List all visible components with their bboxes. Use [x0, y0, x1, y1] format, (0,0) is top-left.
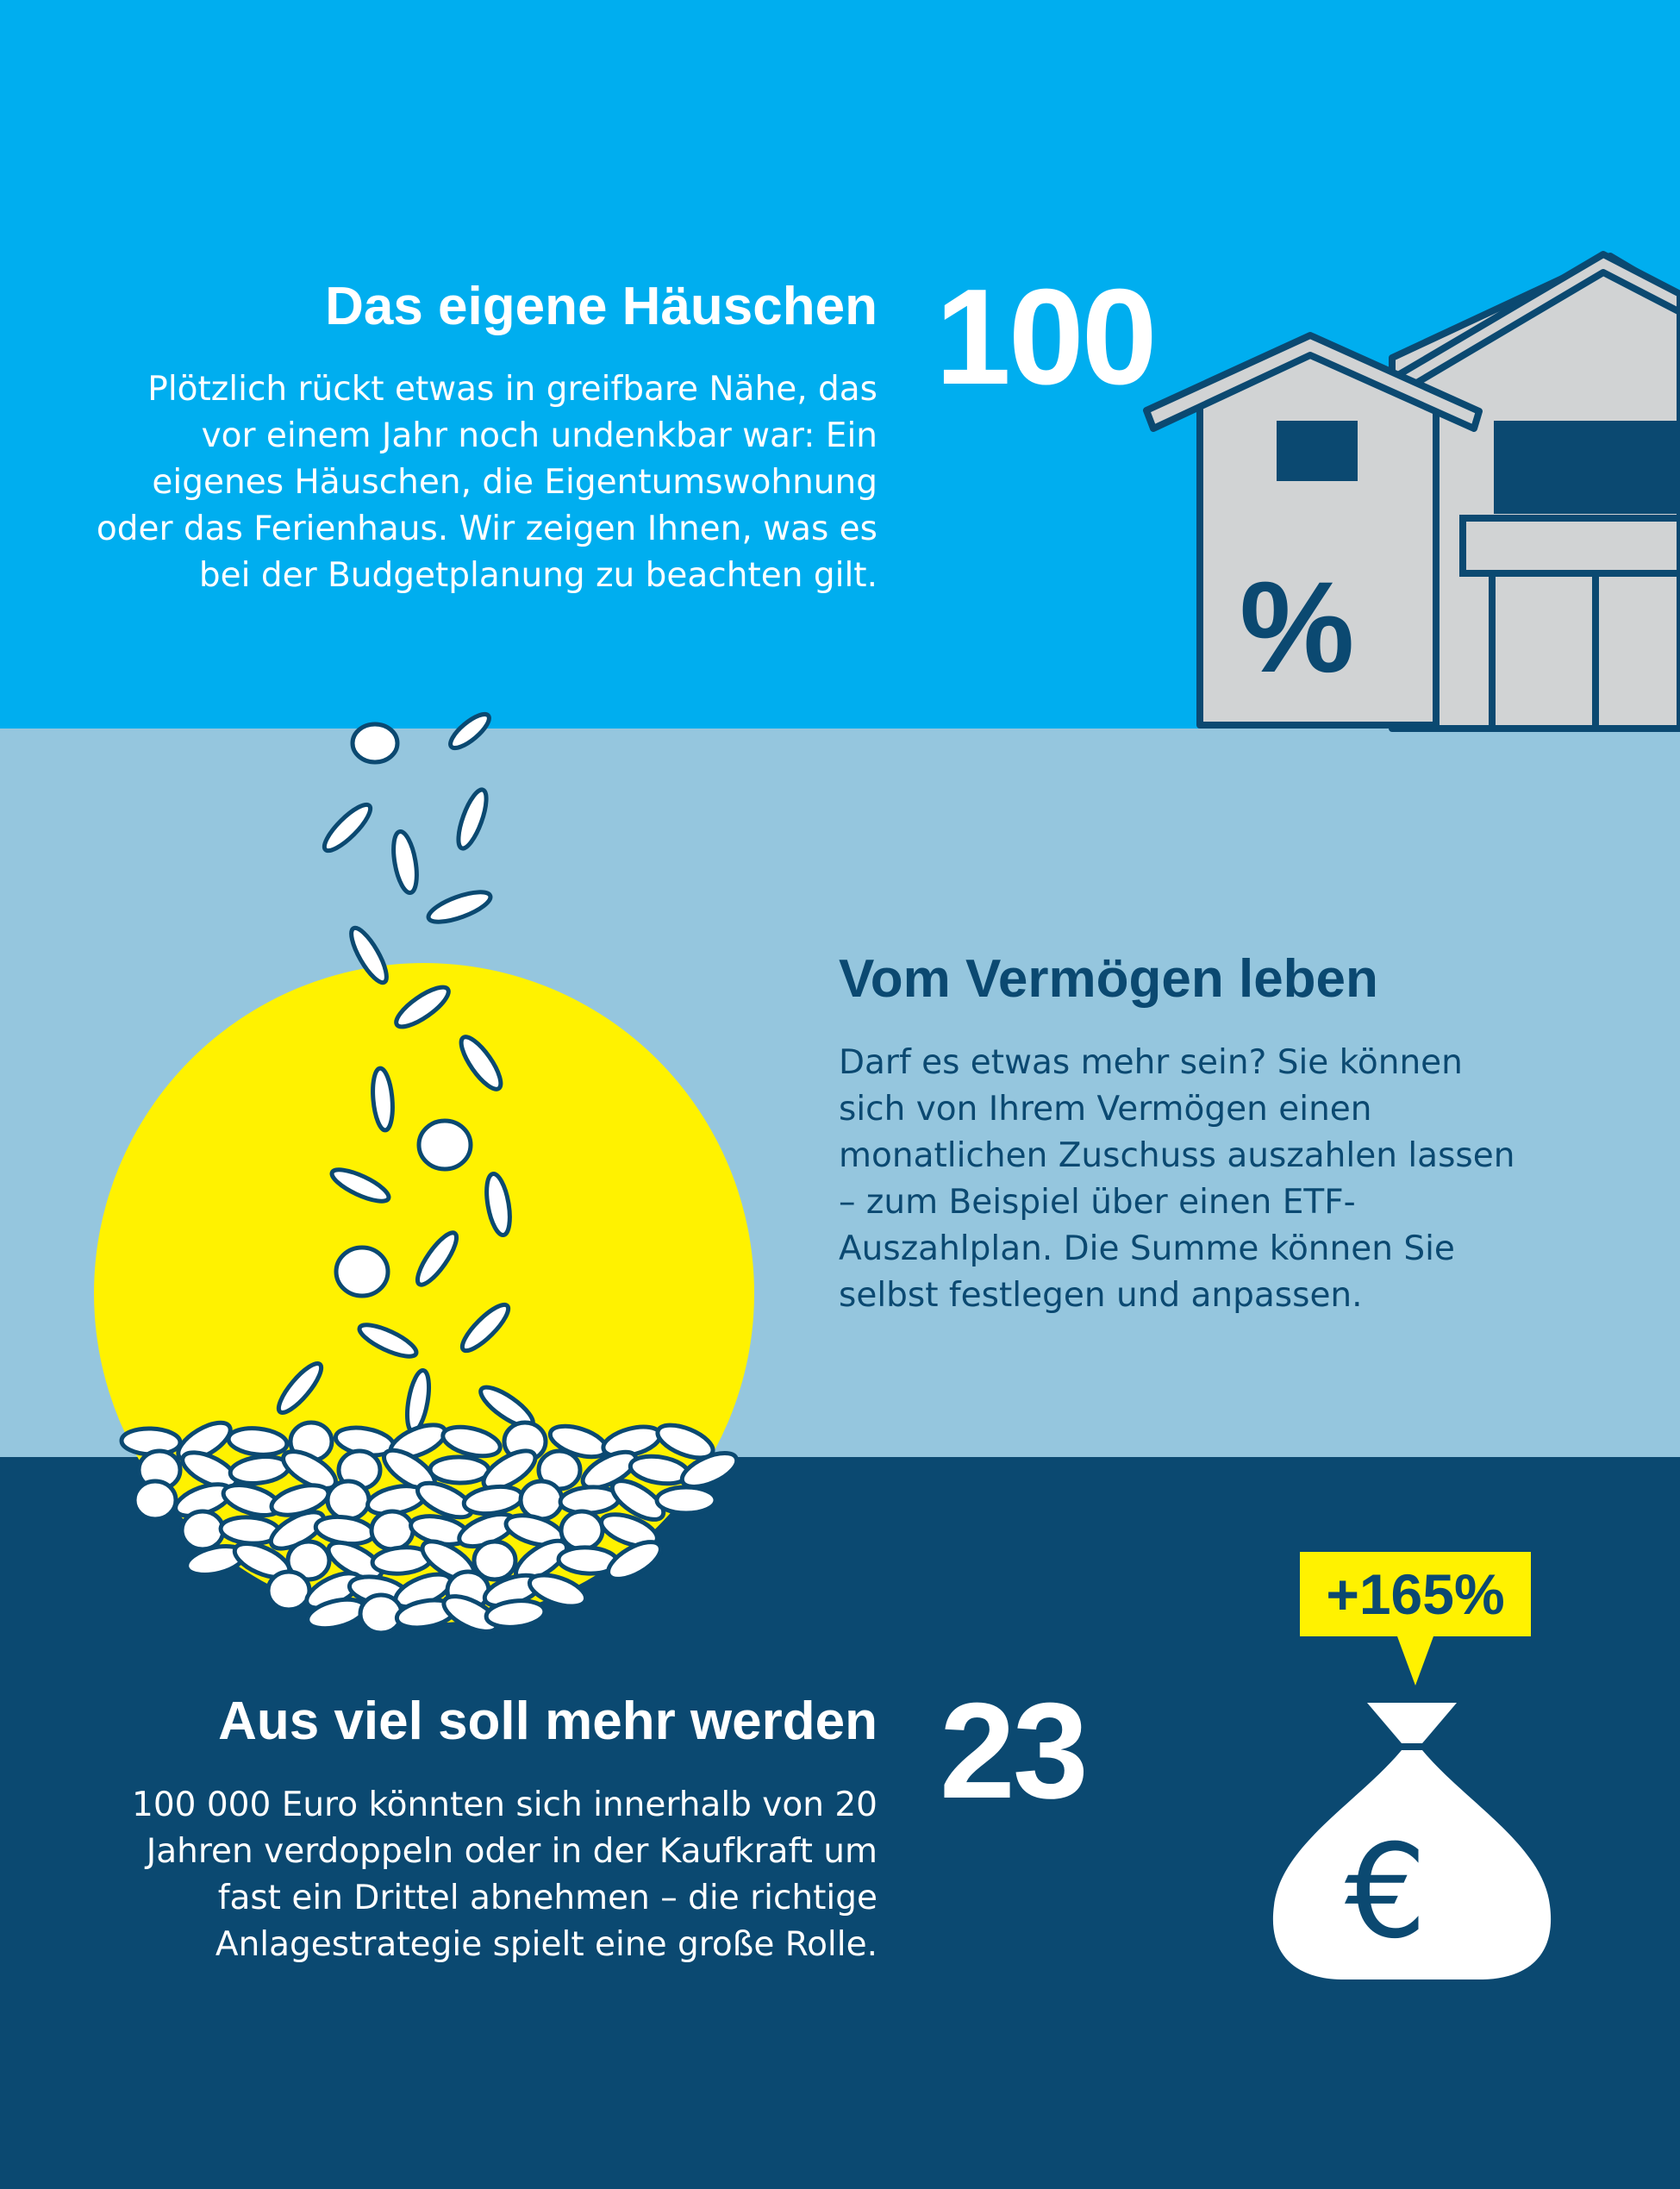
- coin: [453, 786, 491, 851]
- coin: [268, 1572, 309, 1610]
- coin: [657, 1487, 715, 1513]
- section-growth-body: 100 000 Euro könnten sich innerhalb von 20 Jahren verdoppeln oder in der Kaufkraft um fast ein Drittel abnehmen – die richtige Anlagestrategie spielt eine große Rolle.: [132, 1786, 877, 1964]
- house-icon: [1146, 254, 1680, 729]
- coin: [319, 799, 376, 856]
- section-assets-body: Darf es etwas mehr sein? Sie können sich von Ihrem Vermögen einen monatlichen Zuschuss auszahlen lassen – zum Beispiel über einen ETF-Auszahlplan. Die Summe können Sie selbst festlegen und anpassen.: [839, 1043, 1515, 1315]
- percent-icon: %: [1240, 554, 1355, 699]
- coin: [134, 1481, 176, 1519]
- section-growth-number: 23: [940, 1675, 1086, 1827]
- section-assets-title: Vom Vermögen leben: [839, 949, 1378, 1009]
- coin: [328, 1481, 369, 1519]
- section-house-body: Plötzlich rückt etwas in greifbare Nähe, das vor einem Jahr noch undenkbar war: Ein eigenes Häuschen, die Eigentumswohnung oder das Ferienhaus. Wir zeigen Ihnen, was es bei der Budgetplanung zu beachten gilt.: [96, 370, 877, 595]
- coin: [182, 1511, 223, 1549]
- falling-coins-icon: [94, 709, 754, 1638]
- coin: [446, 709, 494, 753]
- coin: [430, 1456, 490, 1483]
- section-house-number: 100: [935, 261, 1155, 413]
- coin: [521, 1481, 562, 1519]
- coin: [425, 886, 494, 929]
- coin: [419, 1121, 471, 1169]
- coin: [390, 829, 421, 894]
- section-growth-title: Aus viel soll mehr werden: [218, 1692, 877, 1751]
- growth-badge: +165%: [1300, 1552, 1531, 1636]
- coin: [353, 724, 397, 762]
- euro-icon: €: [1345, 1817, 1427, 1967]
- section-house-title: Das eigene Häuschen: [325, 277, 877, 336]
- coin: [336, 1248, 388, 1296]
- coin: [372, 1511, 413, 1549]
- coin: [360, 1595, 402, 1633]
